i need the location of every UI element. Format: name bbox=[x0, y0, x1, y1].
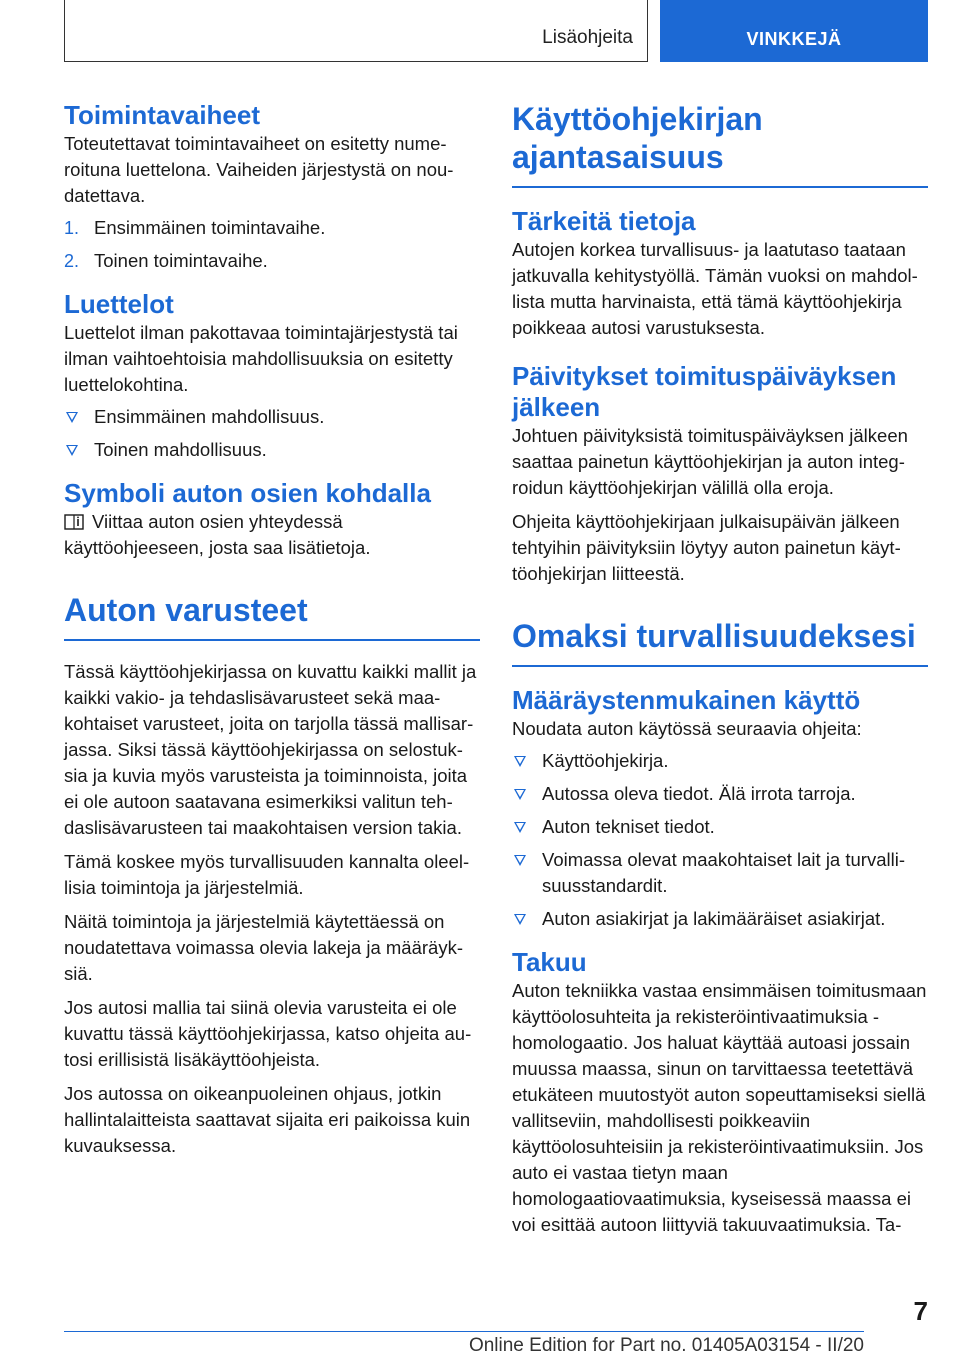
heading-paivitykset: Päivitykset toimituspäiväyksen jälkeen bbox=[512, 361, 897, 422]
heading-symboli: Symboli auton osien kohdalla bbox=[64, 478, 431, 508]
tarkeita-text: Autojen korkea turvallisuus- ja laatutaso taataan jatkuvalla kehitystyöllä. Tämän vuoksi on mahdollista mutta harvinaista, että tämä käyttöohjekirja poikkeaa autosi varustuksesta. bbox=[512, 239, 918, 338]
footer-divider bbox=[64, 1331, 864, 1332]
steps-list bbox=[64, 215, 480, 274]
triangle-bullet-icon bbox=[514, 789, 526, 800]
varusteet-paragraph: Tämä koskee myös turvallisuuden kannalta oleellisia toimintoja ja järjestelmiä. bbox=[64, 851, 470, 898]
kaytto-list bbox=[512, 748, 928, 932]
symboli-text: Viittaa auton osien yhteydessä käyttöohjeeseen, josta saa lisätietoja. bbox=[64, 511, 371, 558]
triangle-bullet-icon bbox=[66, 445, 78, 456]
list-item: Auton asiakirjat ja lakimääräiset asiakirjat. bbox=[512, 906, 928, 932]
varusteet-paragraph: Jos autosi mallia tai siinä olevia varusteita ei ole kuvattu tässä käyttöohjekirjassa, katso ohjeita autosi erillisistä lisäkäyttöohjeista. bbox=[64, 997, 472, 1070]
varusteet-paragraph: Näitä toimintoja ja järjestelmiä käytettäessä on noudatettava voimassa olevia lakeja ja määräyksiä. bbox=[64, 911, 463, 984]
step-text: Ensimmäinen toimintavaihe. bbox=[94, 217, 326, 238]
left-column bbox=[64, 100, 480, 1159]
page-header bbox=[64, 0, 928, 64]
right-column bbox=[512, 100, 928, 1238]
heading-turvallisuus: Omaksi turvallisuudeksesi bbox=[512, 617, 928, 667]
triangle-bullet-icon bbox=[514, 822, 526, 833]
list-item bbox=[64, 215, 480, 241]
edition-footer: Online Edition for Part no. 01405A03154 - II/20 bbox=[468, 1335, 864, 1356]
triangle-bullet-icon bbox=[514, 914, 526, 925]
step-text: Toinen toimintavaihe. bbox=[94, 250, 268, 271]
list-item bbox=[64, 248, 480, 274]
triangle-bullet-icon bbox=[514, 756, 526, 767]
heading-tarkeita-tietoja: Tärkeitä tietoja bbox=[512, 206, 696, 236]
kaytto-text: Noudata auton käytössä seuraavia ohjeita: bbox=[512, 718, 862, 739]
list-item: Toinen mahdollisuus. bbox=[64, 437, 480, 463]
toimintavaiheet-text: Toteutettavat toimintavaiheet on esitetty numeroituna luettelona. Vaiheiden järjestystä on noudatettava. bbox=[64, 133, 454, 206]
section-tab: Lisäohjeita bbox=[64, 0, 648, 62]
luettelot-text: Luettelot ilman pakottavaa toimintajärjestystä tai ilman vaihtoehtoisia mahdollisuuksia on esitetty luettelokohtina. bbox=[64, 322, 458, 395]
heading-takuu: Takuu bbox=[512, 947, 587, 977]
list-item: Käyttöohjekirja. bbox=[512, 748, 928, 774]
list-item: Ensimmäinen mahdollisuus. bbox=[64, 404, 480, 430]
step-number: 1. bbox=[64, 218, 80, 238]
manual-book-icon bbox=[64, 514, 84, 530]
paivitykset-text: Ohjeita käyttöohjekirjaan julkaisupäivän jälkeen tehtyihin päivityksiin löytyy auton painetun käyttöohjekirjan liitteestä. bbox=[512, 511, 901, 584]
heading-toimintavaiheet: Toimintavaiheet bbox=[64, 100, 261, 130]
heading-ajantasaisuus: Käyttöohjekirjan ajantasaisuus bbox=[512, 100, 928, 188]
chapter-tab: VINKKEJÄ bbox=[660, 0, 928, 62]
triangle-bullet-icon bbox=[514, 855, 526, 866]
step-number: 2. bbox=[64, 251, 80, 271]
triangle-bullet-icon bbox=[66, 412, 78, 423]
heading-maaraystenmukainen-kaytto: Määräystenmukainen käyttö bbox=[512, 685, 861, 715]
list-item: Auton tekniset tiedot. bbox=[512, 814, 928, 840]
heading-auton-varusteet: Auton varusteet bbox=[64, 591, 480, 641]
varusteet-paragraph: Tässä käyttöohjekirjassa on kuvattu kaikki mallit ja kaikki vakio- ja tehdaslisävarusteet sekä maakohtaiset varusteet, joita on tarjolla tässä mallisarjassa. Siksi tässä käyttöohjekirjassa on selostuksia ja kuvia myös varusteista ja toiminnoista, joita ei ole autoon saatavana esimerkiksi valitun tehdaslisävarusteen tai maakohtaisen version takia. bbox=[64, 661, 477, 838]
luettelot-list bbox=[64, 404, 480, 463]
varusteet-paragraph: Jos autossa on oikeanpuoleinen ohjaus, jotkin hallintalaitteista saattavat sijaita eri paikoissa kuin kuvauksessa. bbox=[64, 1083, 471, 1156]
heading-luettelot: Luettelot bbox=[64, 289, 174, 319]
paivitykset-text: Johtuen päivityksistä toimituspäiväyksen jälkeen saattaa painetun käyttöohjekirjan ja auton integroidun käyttöohjekirjan välillä olla eroja. bbox=[512, 425, 908, 498]
page-number: 7 bbox=[913, 1296, 928, 1326]
takuu-text: Auton tekniikka vastaa ensimmäisen toimitusmaan käyttöolosuhteita ja rekisteröintivaatimuksia - homologaatio. Jos haluat käyttää autoasi jossain muussa maassa, sinun on tarvittaessa teetettävä etukäteen muutostyöt auton sopeuttamiseksi siellä vallitseviin, mahdollisesti poikkeaviin käyttöolosuhteisiin ja rekisteröintivaatimuksiin. Jos auto ei vastaa tietyn maan homologaatiovaatimuksia, kyseisessä maassa ei voi esittää autoon liittyviä takuuvaatimuksia. Ta- bbox=[512, 980, 927, 1235]
list-item: Voimassa olevat maakohtaiset lait ja turvallisuusstandardit. bbox=[512, 847, 928, 899]
list-item: Autossa oleva tiedot. Älä irrota tarroja. bbox=[512, 781, 928, 807]
